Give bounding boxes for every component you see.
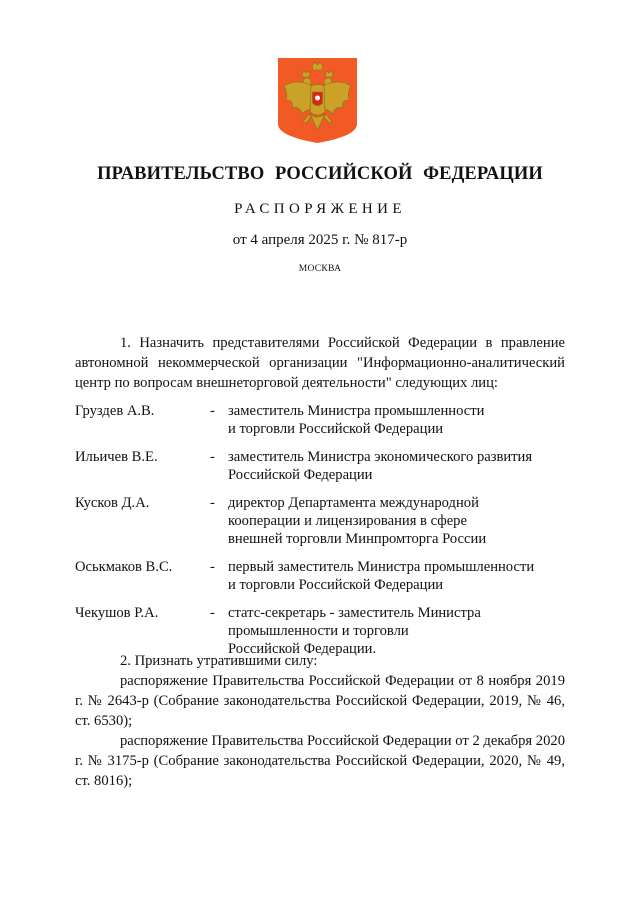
list-item bbox=[75, 494, 565, 548]
dash: - bbox=[210, 449, 215, 465]
list-item bbox=[75, 604, 565, 658]
dash: - bbox=[210, 495, 215, 511]
government-title: ПРАВИТЕЛЬСТВО РОССИЙСКОЙ ФЕДЕРАЦИИ bbox=[97, 164, 543, 184]
person-role: первый заместитель Министра промышленности и торговли Российской Федерации bbox=[228, 559, 535, 593]
list-item bbox=[75, 448, 565, 484]
section-1-intro: 1. Назначить представителями Российской Федерации в правление автономной некоммерческой организации "Информационно-аналитический центр по вопросам внешнеторговой деятельности" следующих лиц: bbox=[75, 335, 565, 391]
person-role: заместитель Министра промышленности и торговли Российской Федерации bbox=[228, 403, 485, 437]
person-role: заместитель Министра экономического развития Российской Федерации bbox=[228, 449, 533, 483]
list-item bbox=[75, 558, 565, 594]
list-item bbox=[75, 402, 565, 438]
dash: - bbox=[210, 605, 215, 621]
document-type: РАСПОРЯЖЕНИЕ bbox=[234, 201, 406, 217]
repealed-item: распоряжение Правительства Российской Федерации от 8 ноября 2019 г. № 2643-р (Собрание законодательства Российской Федерации, 2019, № 46, ст. 6530); bbox=[75, 673, 565, 729]
coat-of-arms-icon bbox=[276, 56, 359, 144]
section-2-intro: 2. Признать утратившими силу: bbox=[120, 653, 318, 669]
dash: - bbox=[210, 559, 215, 575]
repealed-item: распоряжение Правительства Российской Федерации от 2 декабря 2020 г. № 3175-р (Собрание законодательства Российской Федерации, 2020, № 49, ст. 8016); bbox=[75, 733, 565, 789]
person-name: Кусков Д.А. bbox=[75, 495, 150, 511]
person-role: директор Департамента международной кооперации и лицензирования в сфере внешней торговли Минпромторга России bbox=[228, 495, 487, 547]
section-1 bbox=[75, 333, 565, 393]
person-name: Груздев А.В. bbox=[75, 403, 155, 419]
people-list bbox=[75, 402, 565, 668]
document-date-number: от 4 апреля 2025 г. № 817-р bbox=[232, 232, 408, 248]
person-name: Ильичев В.Е. bbox=[75, 449, 158, 465]
person-role: статс-секретарь - заместитель Министра промышленности и торговли Российской Федерации. bbox=[228, 605, 481, 657]
person-name: Оськмаков В.С. bbox=[75, 559, 173, 575]
dash: - bbox=[210, 403, 215, 419]
section-2 bbox=[75, 651, 565, 791]
person-name: Чекушов Р.А. bbox=[75, 605, 159, 621]
document-city: МОСКВА bbox=[298, 264, 342, 274]
